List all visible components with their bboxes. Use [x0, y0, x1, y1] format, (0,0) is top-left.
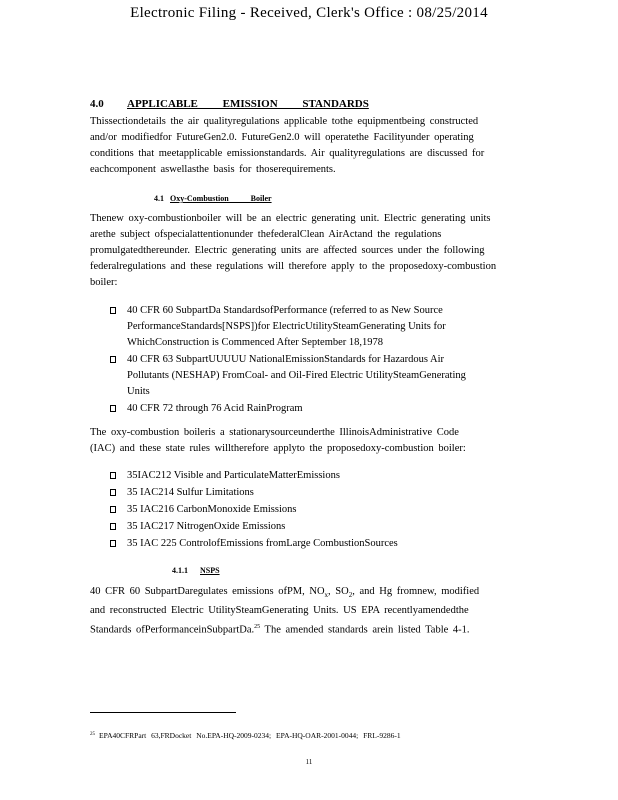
section-heading-4-0 — [90, 98, 369, 110]
list-item — [110, 502, 398, 518]
state-regulations-list — [110, 468, 398, 553]
text-run: , SO — [328, 586, 349, 597]
footnote-reference: 25 — [254, 624, 261, 631]
text-run: 40 CFR 60 SubpartDaregulates emissions ofPM, NO — [90, 586, 325, 597]
list-item — [110, 401, 466, 417]
bullet-square-icon — [110, 523, 116, 530]
list-item — [110, 352, 466, 400]
filing-stamp-header: Electronic Filing - Received, Clerk's Office : 08/25/2014 — [130, 5, 488, 21]
bullet-square-icon — [110, 356, 116, 363]
paragraph-line: The oxy-combustion boileris a stationarysourceunderthe IllinoisAdministrative Code — [90, 427, 459, 438]
bullet-square-icon — [110, 405, 116, 412]
list-item-line: 40 CFR 60 SubpartDa StandardsofPerformance (referred to as New Source — [127, 305, 443, 316]
federal-regulations-list — [110, 303, 466, 418]
section-title: NSPS — [200, 566, 220, 575]
section-title: Oxy-Combustion Boiler — [170, 194, 272, 203]
paragraph-line: Thissectiondetails the air qualityregulations applicable tothe equipmentbeing constructed — [90, 116, 479, 127]
list-item-line: 40 CFR 72 through 76 Acid RainProgram — [127, 403, 303, 414]
section-4-1-1-paragraph — [90, 584, 530, 639]
list-item — [110, 303, 466, 351]
list-item-line: 35IAC212 Visible and ParticulateMatterEmissions — [127, 470, 340, 481]
footnote-text: EPA40CFRPart 63,FRDocket No.EPA-HQ-2009-0234; EPA-HQ-OAR-2001-0044; FRL-9286-1 — [99, 731, 401, 740]
page-number: 11 — [305, 758, 313, 766]
list-item — [110, 536, 398, 552]
list-item — [110, 468, 398, 484]
nox-subscript: x — [324, 591, 329, 600]
list-item-line: 35 IAC214 Sulfur Limitations — [127, 487, 254, 498]
list-item — [110, 485, 398, 501]
section-4-0-paragraph — [90, 114, 528, 178]
list-item-line: WhichConstruction is Commenced After September 18,1978 — [127, 337, 384, 348]
section-4-1-paragraph — [90, 211, 530, 291]
section-number: 4.1.1 — [172, 566, 188, 575]
text-run: , and Hg fromnew, modified — [352, 586, 480, 597]
section-title: APPLICABLE EMISSION STANDARDS — [127, 98, 369, 110]
text-run: The amended standards arein listed Table 4-1. — [260, 624, 470, 636]
paragraph-line: federalregulations and these regulations will therefore apply to the proposedoxy-combustion — [90, 261, 497, 272]
section-number: 4.0 — [90, 98, 104, 110]
list-item-line: 40 CFR 63 SubpartUUUUU NationalEmissionStandards for Hazardous Air — [127, 354, 445, 365]
paragraph-line: conditions that meetapplicable emissionstandards. Air qualityregulations are discussed for — [90, 148, 485, 159]
paragraph-line: and reconstructed Electric UtilitySteamGenerating Units. US EPA recentlyamendedthe — [90, 605, 469, 617]
section-heading-4-1 — [154, 194, 296, 203]
bullet-square-icon — [110, 489, 116, 496]
bullet-square-icon — [110, 540, 116, 547]
paragraph-line: Thenew oxy-combustionboiler will be an electric generating unit. Electric generating units — [90, 213, 491, 224]
section-heading-4-1-1 — [172, 566, 244, 575]
section-number: 4.1 — [154, 194, 164, 203]
footnote — [90, 731, 401, 740]
bullet-square-icon — [110, 307, 116, 314]
list-item-line: 35 IAC216 CarbonMonoxide Emissions — [127, 504, 297, 515]
paragraph-line — [90, 584, 530, 603]
list-item-line: 35 IAC 225 ControlofEmissions fromLarge CombustionSources — [127, 538, 398, 549]
so2-subscript: 2 — [348, 591, 353, 600]
paragraph-line: promulgatedthereunder. Electric generating units are affected sources under the following — [90, 245, 485, 256]
text-run: Standards ofPerformanceinSubpartDa. — [90, 624, 255, 636]
paragraph-line: boiler: — [90, 277, 118, 288]
paragraph-line: (IAC) and these state rules willtherefore applyto the proposedoxy-combustion boiler: — [90, 443, 466, 454]
state-rules-paragraph — [90, 425, 530, 457]
bullet-square-icon — [110, 506, 116, 513]
paragraph-line — [90, 619, 530, 639]
list-item-line: 35 IAC217 NitrogenOxide Emissions — [127, 521, 286, 532]
footnote-separator — [90, 712, 236, 713]
paragraph-line: arethe subject ofspecialattentionunder thefederalClean AirActand the regulations — [90, 229, 442, 240]
list-item-line: Pollutants (NESHAP) FromCoal- and Oil-Fired Electric UtilitySteamGenerating — [127, 370, 466, 381]
paragraph-line: and/or modifiedfor FutureGen2.0. FutureGen2.0 will operatethe Facilityunder operating — [90, 132, 474, 143]
list-item — [110, 519, 398, 535]
footnote-marker: 25 — [90, 731, 95, 737]
paragraph-line: eachcomponent aswellasthe basis for thoserequirements. — [90, 164, 336, 175]
list-item-line: PerformanceStandards[NSPS])for ElectricUtilitySteamGenerating Units for — [127, 321, 446, 332]
bullet-square-icon — [110, 472, 116, 479]
list-item-line: Units — [127, 386, 150, 397]
